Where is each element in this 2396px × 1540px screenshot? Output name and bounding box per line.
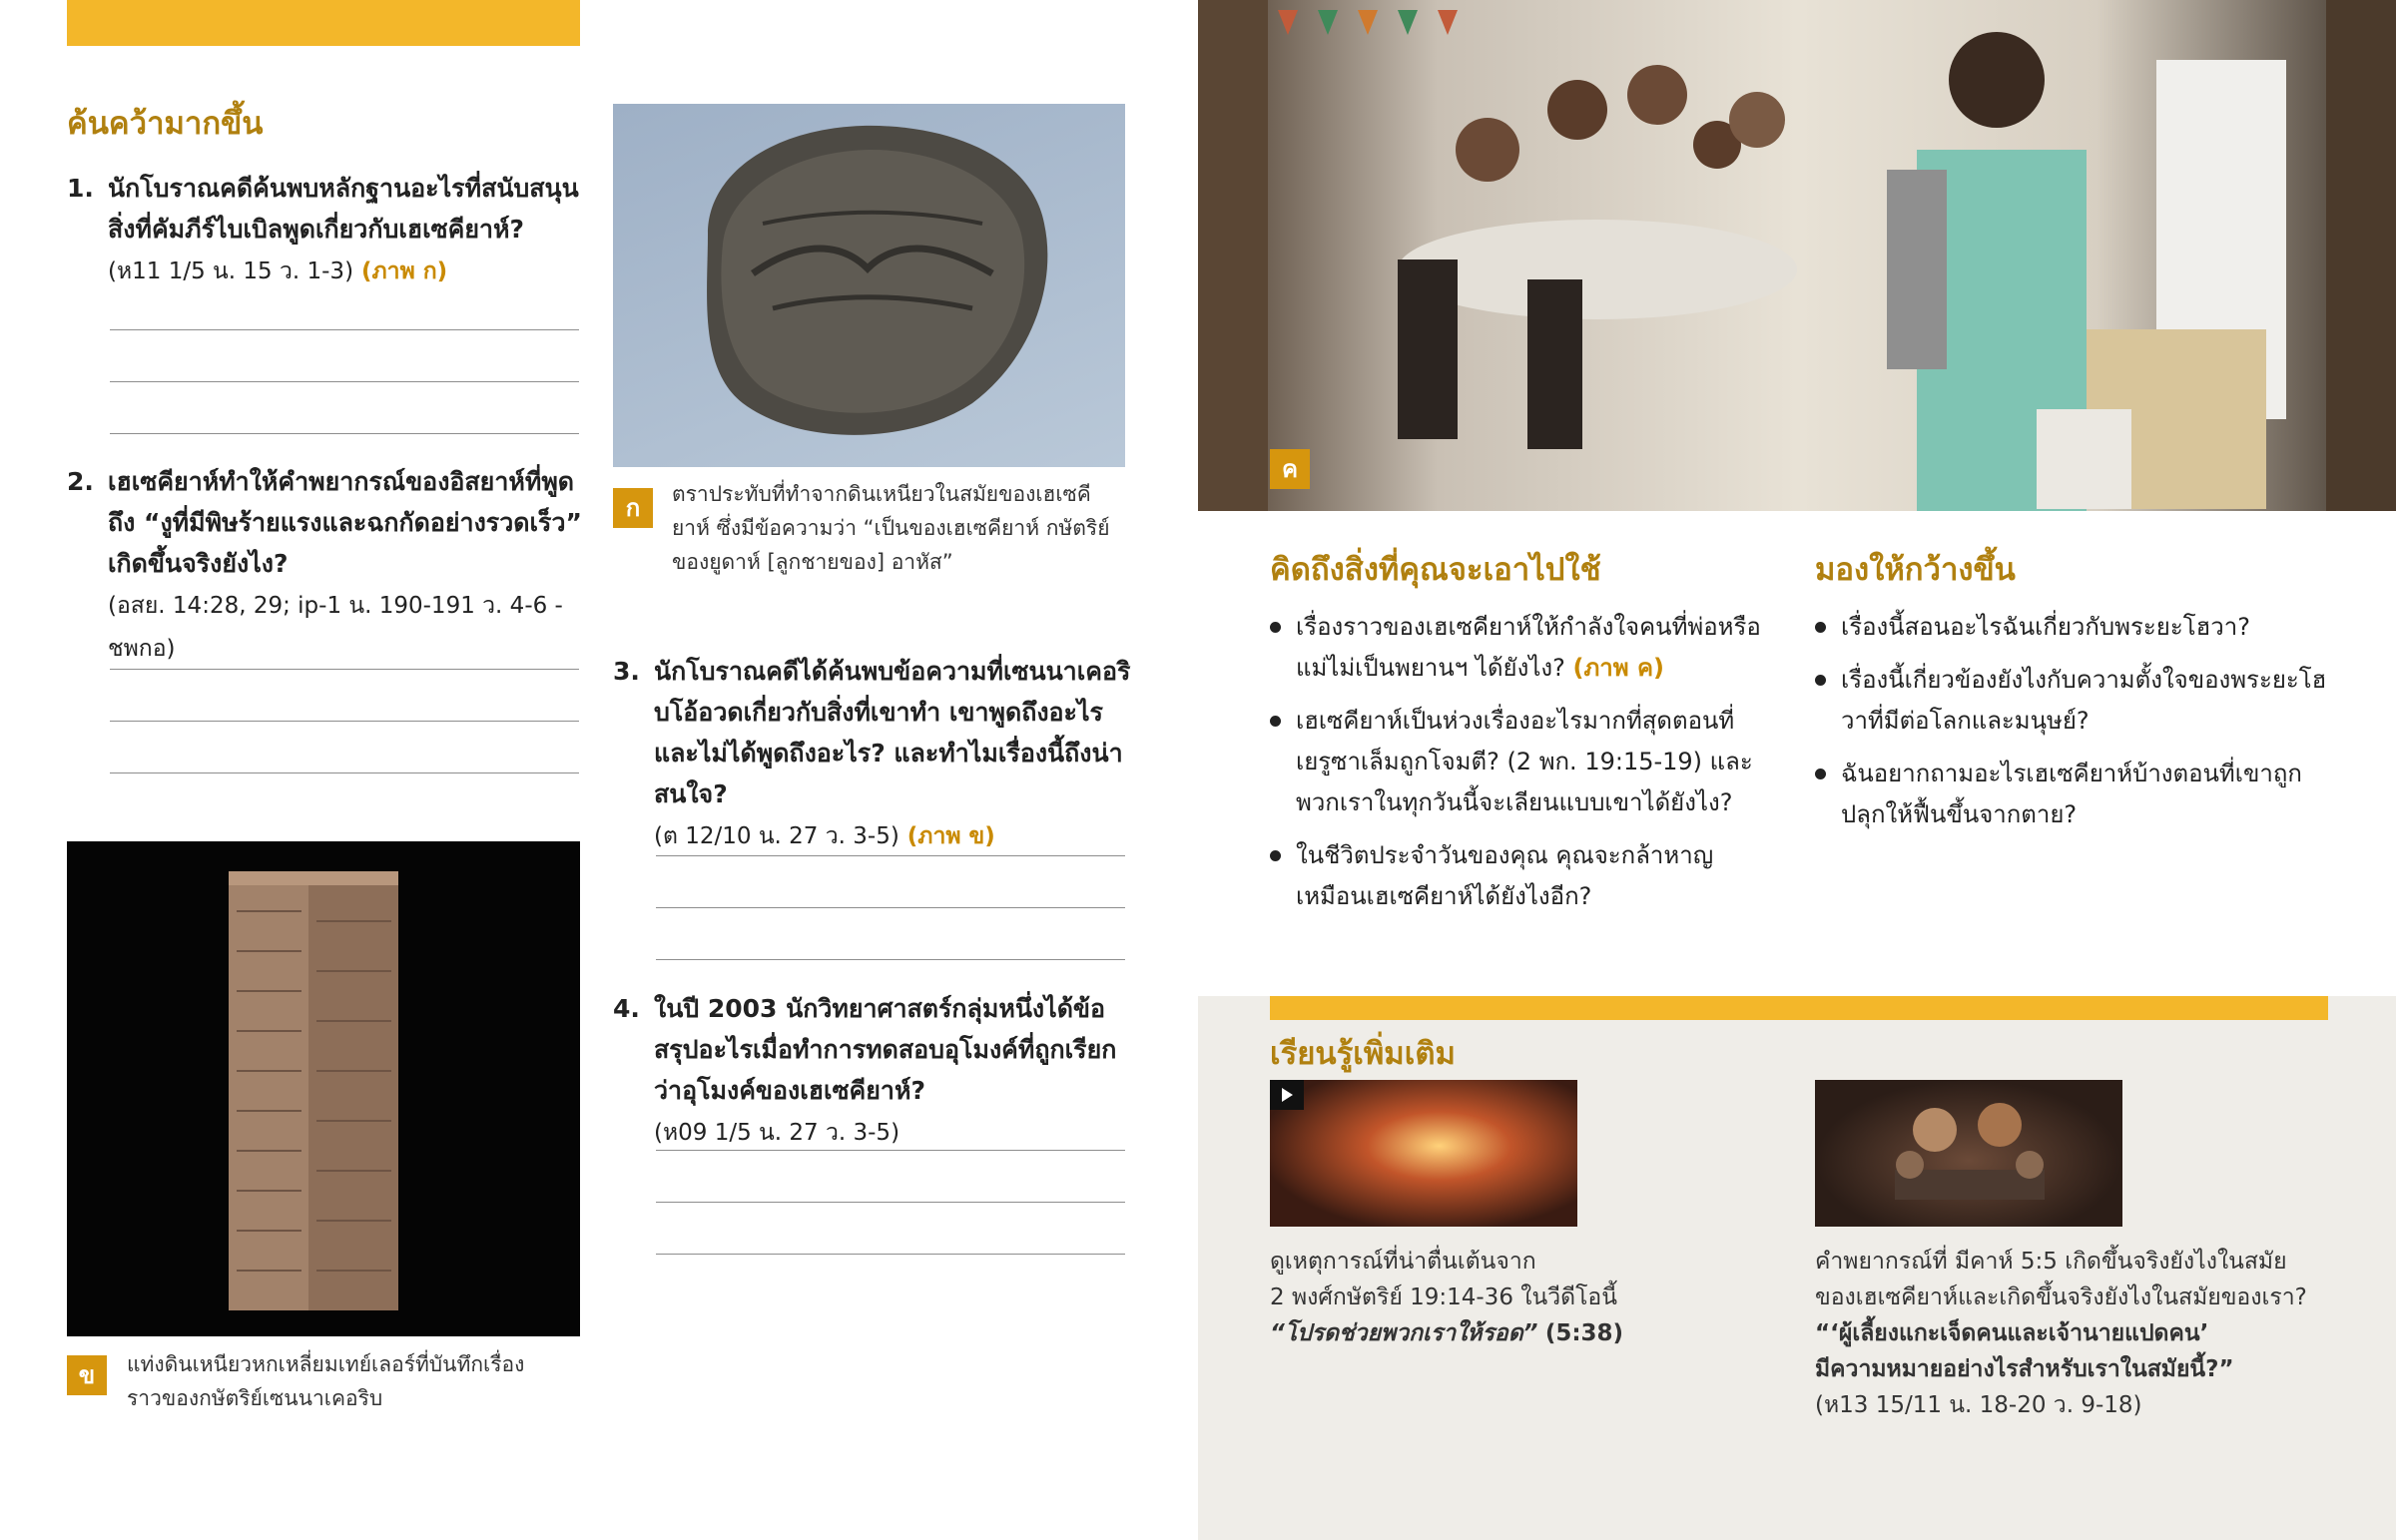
question-1-ref: (ห11 1/5 น. 15 ว. 1-3) (108, 258, 354, 284)
answer-line[interactable] (110, 721, 579, 722)
caption-b-badge: ข (67, 1355, 107, 1395)
learn-more-heading: เรียนรู้เพิ่มเติม (1270, 1036, 1456, 1072)
video-1-line2: 2 พงศ์กษัตริย์ 19:14-36 ในวีดีโอนี้ (1270, 1284, 1617, 1310)
question-4 (613, 988, 1132, 1154)
apply-heading: คิดถึงสิ่งที่คุณจะเอาไปใช้ (1270, 552, 1601, 588)
video-1-duration: (5:38) (1544, 1320, 1624, 1346)
answer-line[interactable] (656, 1254, 1125, 1255)
question-1-tag: (ภาพ ก) (361, 258, 448, 284)
question-3 (613, 651, 1132, 857)
question-4-ref: (ห09 1/5 น. 27 ว. 3-5) (654, 1120, 900, 1146)
answer-line[interactable] (656, 855, 1125, 856)
video-thumbnail-2[interactable] (1815, 1080, 2122, 1227)
question-1 (67, 168, 586, 292)
question-3-text: นักโบราณคดีได้ค้นพบข้อความที่เซนนาเคอริบโอ้อวดเกี่ยวกับสิ่งที่เขาทำ เขาพูดถึงอะไรและไม่ได้พูดถึงอะไร? และทำไมเรื่องนี้ถึงน่าสนใจ? (654, 657, 1131, 808)
question-3-ref: (ต 12/10 น. 27 ว. 3-5) (654, 823, 899, 849)
family-photo (1198, 0, 2396, 511)
caption-c-badge: ค (1270, 449, 1310, 489)
list-item: เฮเซคียาห์เป็นห่วงเรื่องอะไรมากที่สุดตอนที่เยรูซาเล็มถูกโจมตี? (2 พก. 19:15-19) และพวกเราในทุกวันนี้จะเลียนแบบเขาได้ยังไง? (1270, 701, 1769, 823)
apply-list (1270, 607, 1769, 929)
bullet-icon (1270, 850, 1281, 861)
question-2-number: 2. (67, 467, 94, 496)
wide-view-heading: มองให้กว้างขึ้น (1815, 552, 2016, 588)
answer-line[interactable] (656, 959, 1125, 960)
question-3-number: 3. (613, 657, 640, 686)
answer-line[interactable] (656, 907, 1125, 908)
video-2-caption (1815, 1244, 2354, 1423)
bullet-icon (1270, 622, 1281, 633)
answer-line[interactable] (656, 1202, 1125, 1203)
video-thumbnail-1[interactable] (1270, 1080, 1577, 1227)
video-2-ref: (ห13 15/11 น. 18-20 ว. 9-18) (1815, 1392, 2142, 1418)
photo-c-tag: (ภาพ ค) (1572, 654, 1664, 682)
list-item: ฉันอยากถามอะไรเฮเซคียาห์บ้างตอนที่เขาถูกปลุกให้ฟื้นขึ้นจากตาย? (1815, 754, 2334, 835)
bullet-icon (1815, 769, 1826, 779)
video-2-line1: คำพยากรณ์ที่ มีคาห์ 5:5 เกิดขึ้นจริงยังไงในสมัย (1815, 1249, 2287, 1275)
video-1-title[interactable]: “โปรดช่วยพวกเราให้รอด” (1270, 1320, 1538, 1346)
list-item: เรื่องราวของเฮเซคียาห์ให้กำลังใจคนที่พ่อหรือแม่ไม่เป็นพยานฯ ได้ยังไง? (ภาพ ค) (1270, 607, 1769, 689)
clay-seal-photo (613, 104, 1125, 467)
answer-line[interactable] (110, 329, 579, 330)
wide-view-list (1815, 607, 2334, 847)
question-3-tag: (ภาพ ข) (906, 823, 995, 849)
video-2-line2: ของเฮเซคียาห์และเกิดขึ้นจริงยังไงในสมัยของเรา? (1815, 1284, 2307, 1310)
question-4-number: 4. (613, 994, 640, 1023)
learn-more-accent-bar (1270, 996, 2328, 1020)
top-accent-band (67, 0, 580, 46)
video-2-title-2[interactable]: มีความหมายอย่างไรสำหรับเราในสมัยนี้?” (1815, 1356, 2234, 1382)
question-2-text: เฮเซคียาห์ทำให้คำพยากรณ์ของอิสยาห์ที่พูดถึง “งูที่มีพิษร้ายแรงและฉกกัดอย่างรวดเร็ว” เกิดขึ้นจริงยังไง? (108, 467, 582, 578)
answer-line[interactable] (656, 1150, 1125, 1151)
video-1-line1: ดูเหตุการณ์ที่น่าตื่นเต้นจาก (1270, 1249, 1536, 1275)
bullet-icon (1815, 675, 1826, 686)
question-2-ref: (อสย. 14:28, 29; ip-1 น. 190-191 ว. 4-6 - ชพกอ) (108, 593, 563, 662)
list-item: ในชีวิตประจำวันของคุณ คุณจะกล้าหาญเหมือนเฮเซคียาห์ได้ยังไงอีก? (1270, 835, 1769, 917)
video-2-title-1[interactable]: “‘ผู้เลี้ยงแกะเจ็ดคนและเจ้านายแปดคน’ (1815, 1320, 2209, 1346)
question-4-text: ในปี 2003 นักวิทยาศาสตร์กลุ่มหนึ่งได้ข้อสรุปอะไรเมื่อทำการทดสอบอุโมงค์ที่ถูกเรียกว่าอุโมงค์ของเฮเซคียาห์? (654, 994, 1117, 1105)
research-heading: ค้นคว้ามากขึ้น (67, 106, 264, 142)
answer-line[interactable] (110, 433, 579, 434)
list-item: เรื่องนี้สอนอะไรฉันเกี่ยวกับพระยะโฮวา? (1815, 607, 2334, 648)
caption-a: ตราประทับที่ทำจากดินเหนียวในสมัยของเฮเซคียาห์ ซึ่งมีข้อความว่า “เป็นของเฮเซคียาห์ กษัตริย์ของยูดาห์ [ลูกชายของ] อาหัส” (672, 482, 1110, 574)
question-2 (67, 461, 586, 670)
play-icon[interactable] (1270, 1080, 1304, 1110)
answer-line[interactable] (110, 381, 579, 382)
caption-a-badge: ก (613, 488, 653, 528)
video-1-caption (1270, 1244, 1729, 1351)
bullet-icon (1815, 622, 1826, 633)
caption-b: แท่งดินเหนียวหกเหลี่ยมเทย์เลอร์ที่บันทึกเรื่องราวของกษัตริย์เซนนาเคอริบ (127, 1352, 525, 1410)
question-1-text: นักโบราณคดีค้นพบหลักฐานอะไรที่สนับสนุนสิ่งที่คัมภีร์ไบเบิลพูดเกี่ยวกับเฮเซคียาห์? (108, 174, 579, 244)
taylor-prism-photo (67, 841, 580, 1336)
list-item: เรื่องนี้เกี่ยวข้องยังไงกับความตั้งใจของพระยะโฮวาที่มีต่อโลกและมนุษย์? (1815, 660, 2334, 742)
bullet-icon (1270, 716, 1281, 727)
answer-line[interactable] (110, 772, 579, 773)
answer-line[interactable] (110, 669, 579, 670)
question-1-number: 1. (67, 174, 94, 203)
